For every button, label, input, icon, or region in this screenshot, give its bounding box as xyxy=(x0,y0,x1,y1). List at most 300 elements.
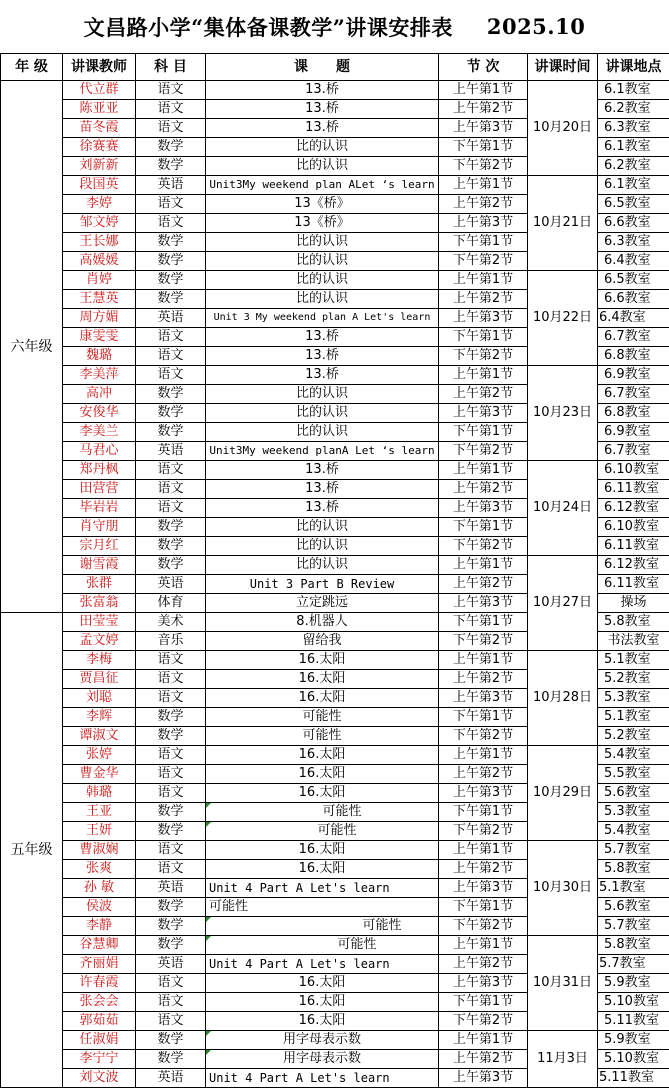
teacher-cell: 陈亚亚 xyxy=(63,100,136,119)
teacher-cell: 孙 敏 xyxy=(63,879,136,898)
teacher-cell: 马君心 xyxy=(63,442,136,461)
subject-cell: 英语 xyxy=(136,309,206,328)
subject-cell: 数学 xyxy=(136,423,206,442)
period-cell: 下午第1节 xyxy=(439,803,528,822)
location-cell: 6.9教室 xyxy=(598,423,669,442)
period-cell: 上午第3节 xyxy=(439,214,528,233)
teacher-cell: 肖婷 xyxy=(63,271,136,290)
period-cell: 上午第3节 xyxy=(439,309,528,328)
period-cell: 上午第2节 xyxy=(439,955,528,974)
teacher-cell: 康雯雯 xyxy=(63,328,136,347)
teacher-cell: 李辉 xyxy=(63,708,136,727)
topic-cell: 用字母表示数 xyxy=(206,1050,439,1069)
subject-cell: 语文 xyxy=(136,119,206,138)
period-cell: 下午第1节 xyxy=(439,138,528,157)
table-row xyxy=(1,366,669,385)
topic-cell: 16.太阳 xyxy=(206,841,439,860)
header-row xyxy=(1,54,669,81)
location-cell: 5.6教室 xyxy=(598,784,669,803)
period-cell: 上午第1节 xyxy=(439,556,528,575)
topic-cell: 比的认识 xyxy=(206,404,439,423)
period-cell: 上午第3节 xyxy=(439,974,528,993)
location-cell: 5.8教室 xyxy=(598,936,669,955)
teacher-cell: 徐赛赛 xyxy=(63,138,136,157)
teacher-cell: 李梅 xyxy=(63,651,136,670)
subject-cell: 数学 xyxy=(136,708,206,727)
date-cell: 10月20日 xyxy=(528,81,598,176)
period-cell: 下午第2节 xyxy=(439,822,528,841)
table-row xyxy=(1,461,669,480)
teacher-cell: 田莹莹 xyxy=(63,613,136,632)
location-cell: 5.5教室 xyxy=(598,765,669,784)
teacher-cell: 张爽 xyxy=(63,860,136,879)
teacher-cell: 齐丽娟 xyxy=(63,955,136,974)
topic-cell: 16.太阳 xyxy=(206,765,439,784)
topic-cell: 可能性 xyxy=(206,898,439,917)
date-cell: 10月27日 xyxy=(528,556,598,651)
table-row xyxy=(1,81,669,100)
location-cell: 5.2教室 xyxy=(598,670,669,689)
header-topic: 课 题 xyxy=(206,54,439,81)
header-teacher: 讲课教师 xyxy=(63,54,136,81)
location-cell: 6.10教室 xyxy=(598,518,669,537)
topic-cell: 13《桥》 xyxy=(206,214,439,233)
subject-cell: 语文 xyxy=(136,81,206,100)
topic-cell: 13.桥 xyxy=(206,366,439,385)
topic-cell: 可能性 xyxy=(206,936,439,955)
period-cell: 上午第1节 xyxy=(439,271,528,290)
period-cell: 下午第2节 xyxy=(439,347,528,366)
location-cell: 6.1教室 xyxy=(598,81,669,100)
location-cell: 6.4教室 xyxy=(598,252,669,271)
period-cell: 上午第1节 xyxy=(439,936,528,955)
topic-cell: 16.太阳 xyxy=(206,1012,439,1031)
teacher-cell: 孟文婷 xyxy=(63,632,136,651)
topic-cell: 比的认识 xyxy=(206,252,439,271)
period-cell: 下午第1节 xyxy=(439,613,528,632)
period-cell: 上午第3节 xyxy=(439,879,528,898)
topic-cell: Unit 3 Part B Review xyxy=(206,575,439,594)
teacher-cell: 谭淑文 xyxy=(63,727,136,746)
location-cell: 5.8教室 xyxy=(598,860,669,879)
period-cell: 下午第1节 xyxy=(439,233,528,252)
subject-cell: 语文 xyxy=(136,1012,206,1031)
location-cell: 操场 xyxy=(598,594,669,613)
period-cell: 下午第1节 xyxy=(439,993,528,1012)
date-cell: 10月30日 xyxy=(528,841,598,936)
date-cell: 10月21日 xyxy=(528,176,598,271)
table-row xyxy=(1,556,669,575)
teacher-cell: 张富翁 xyxy=(63,594,136,613)
topic-cell: 16.太阳 xyxy=(206,746,439,765)
teacher-cell: 刘新新 xyxy=(63,157,136,176)
subject-cell: 数学 xyxy=(136,1050,206,1069)
location-cell: 6.12教室 xyxy=(598,499,669,518)
topic-cell: 13.桥 xyxy=(206,499,439,518)
teacher-cell: 李美萍 xyxy=(63,366,136,385)
teacher-cell: 安俊华 xyxy=(63,404,136,423)
subject-cell: 体育 xyxy=(136,594,206,613)
subject-cell: 数学 xyxy=(136,290,206,309)
location-cell: 6.3教室 xyxy=(598,119,669,138)
topic-cell: 16.太阳 xyxy=(206,689,439,708)
teacher-cell: 毕岩岩 xyxy=(63,499,136,518)
table-row xyxy=(1,271,669,290)
period-cell: 上午第2节 xyxy=(439,195,528,214)
date-cell: 11月3日 xyxy=(528,1031,598,1088)
period-cell: 下午第2节 xyxy=(439,917,528,936)
location-cell: 5.9教室 xyxy=(598,1031,669,1050)
location-cell: 6.5教室 xyxy=(598,195,669,214)
location-cell: 5.7教室 xyxy=(598,917,669,936)
period-cell: 下午第2节 xyxy=(439,632,528,651)
teacher-cell: 段国英 xyxy=(63,176,136,195)
period-cell: 下午第1节 xyxy=(439,708,528,727)
schedule-table xyxy=(0,53,669,1088)
teacher-cell: 贾昌征 xyxy=(63,670,136,689)
subject-cell: 英语 xyxy=(136,955,206,974)
table-row xyxy=(1,651,669,670)
period-cell: 上午第3节 xyxy=(439,499,528,518)
period-cell: 下午第1节 xyxy=(439,518,528,537)
location-cell: 5.4教室 xyxy=(598,746,669,765)
topic-cell: 16.太阳 xyxy=(206,670,439,689)
teacher-cell: 李宁宁 xyxy=(63,1050,136,1069)
location-cell: 5.11教室 xyxy=(598,1069,669,1088)
topic-cell: 13.桥 xyxy=(206,480,439,499)
topic-cell: 16.太阳 xyxy=(206,860,439,879)
subject-cell: 语文 xyxy=(136,746,206,765)
period-cell: 上午第2节 xyxy=(439,290,528,309)
location-cell: 6.6教室 xyxy=(598,214,669,233)
subject-cell: 数学 xyxy=(136,898,206,917)
table-row xyxy=(1,1031,669,1050)
teacher-cell: 周方媚 xyxy=(63,309,136,328)
subject-cell: 语文 xyxy=(136,195,206,214)
table-row xyxy=(1,176,669,195)
table-row xyxy=(1,841,669,860)
subject-cell: 数学 xyxy=(136,917,206,936)
period-cell: 上午第3节 xyxy=(439,1069,528,1088)
topic-cell: 13.桥 xyxy=(206,328,439,347)
subject-cell: 数学 xyxy=(136,233,206,252)
location-cell: 5.3教室 xyxy=(598,803,669,822)
teacher-cell: 王亚 xyxy=(63,803,136,822)
topic-cell: 8.机器人 xyxy=(206,613,439,632)
teacher-cell: 许春霞 xyxy=(63,974,136,993)
subject-cell: 语文 xyxy=(136,100,206,119)
header-period: 节 次 xyxy=(439,54,528,81)
location-cell: 5.1教室 xyxy=(598,879,669,898)
subject-cell: 数学 xyxy=(136,936,206,955)
grade-cell: 六年级 xyxy=(1,81,63,613)
subject-cell: 语文 xyxy=(136,974,206,993)
subject-cell: 语文 xyxy=(136,214,206,233)
topic-cell: Unit 4 Part A Let's learn xyxy=(206,1069,439,1088)
subject-cell: 英语 xyxy=(136,575,206,594)
subject-cell: 语文 xyxy=(136,366,206,385)
period-cell: 上午第1节 xyxy=(439,841,528,860)
period-cell: 上午第3节 xyxy=(439,594,528,613)
location-cell: 5.8教室 xyxy=(598,613,669,632)
page-title xyxy=(0,0,669,53)
teacher-cell: 王长娜 xyxy=(63,233,136,252)
topic-cell: 比的认识 xyxy=(206,385,439,404)
period-cell: 下午第2节 xyxy=(439,727,528,746)
teacher-cell: 王妍 xyxy=(63,822,136,841)
subject-cell: 数学 xyxy=(136,385,206,404)
topic-cell: 可能性 xyxy=(206,917,439,936)
date-cell: 10月28日 xyxy=(528,651,598,746)
location-cell: 6.8教室 xyxy=(598,404,669,423)
topic-cell: 16.太阳 xyxy=(206,784,439,803)
period-cell: 上午第2节 xyxy=(439,670,528,689)
period-cell: 下午第2节 xyxy=(439,537,528,556)
period-cell: 下午第2节 xyxy=(439,1012,528,1031)
period-cell: 下午第2节 xyxy=(439,442,528,461)
topic-cell: 13《桥》 xyxy=(206,195,439,214)
period-cell: 下午第1节 xyxy=(439,423,528,442)
teacher-cell: 高媛媛 xyxy=(63,252,136,271)
period-cell: 上午第3节 xyxy=(439,404,528,423)
topic-cell: 13.桥 xyxy=(206,81,439,100)
topic-cell: 比的认识 xyxy=(206,556,439,575)
topic-cell: 16.太阳 xyxy=(206,974,439,993)
date-cell: 10月23日 xyxy=(528,366,598,461)
date-cell: 10月29日 xyxy=(528,746,598,841)
teacher-cell: 李美兰 xyxy=(63,423,136,442)
subject-cell: 语文 xyxy=(136,993,206,1012)
teacher-cell: 张婷 xyxy=(63,746,136,765)
location-cell: 5.2教室 xyxy=(598,727,669,746)
title-text: 文昌路小学“集体备课教学”讲课安排表 xyxy=(83,14,453,40)
topic-cell: 16.太阳 xyxy=(206,993,439,1012)
teacher-cell: 李静 xyxy=(63,917,136,936)
teacher-cell: 谷慧卿 xyxy=(63,936,136,955)
subject-cell: 数学 xyxy=(136,803,206,822)
period-cell: 上午第2节 xyxy=(439,1050,528,1069)
subject-cell: 语文 xyxy=(136,670,206,689)
teacher-cell: 宗月红 xyxy=(63,537,136,556)
topic-cell: Unit 4 Part A Let's learn xyxy=(206,879,439,898)
subject-cell: 语文 xyxy=(136,651,206,670)
teacher-cell: 曹淑娴 xyxy=(63,841,136,860)
subject-cell: 语文 xyxy=(136,765,206,784)
topic-cell: 13.桥 xyxy=(206,347,439,366)
location-cell: 6.7教室 xyxy=(598,385,669,404)
subject-cell: 语文 xyxy=(136,841,206,860)
period-cell: 上午第2节 xyxy=(439,765,528,784)
teacher-cell: 郭茹茹 xyxy=(63,1012,136,1031)
location-cell: 6.3教室 xyxy=(598,233,669,252)
subject-cell: 语文 xyxy=(136,784,206,803)
period-cell: 上午第3节 xyxy=(439,689,528,708)
period-cell: 下午第2节 xyxy=(439,157,528,176)
teacher-cell: 谢雪霞 xyxy=(63,556,136,575)
subject-cell: 语文 xyxy=(136,480,206,499)
table-row xyxy=(1,936,669,955)
subject-cell: 美术 xyxy=(136,613,206,632)
teacher-cell: 张群 xyxy=(63,575,136,594)
teacher-cell: 任淑娟 xyxy=(63,1031,136,1050)
location-cell: 5.7教室 xyxy=(598,955,669,974)
period-cell: 上午第2节 xyxy=(439,860,528,879)
table-row xyxy=(1,746,669,765)
topic-cell: 比的认识 xyxy=(206,290,439,309)
header-grade: 年 级 xyxy=(1,54,63,81)
teacher-cell: 刘聪 xyxy=(63,689,136,708)
location-cell: 5.9教室 xyxy=(598,974,669,993)
header-subject: 科 目 xyxy=(136,54,206,81)
subject-cell: 数学 xyxy=(136,157,206,176)
topic-cell: 比的认识 xyxy=(206,271,439,290)
topic-cell: 可能性 xyxy=(206,727,439,746)
teacher-cell: 苗冬霞 xyxy=(63,119,136,138)
teacher-cell: 韩璐 xyxy=(63,784,136,803)
teacher-cell: 张会会 xyxy=(63,993,136,1012)
teacher-cell: 李婷 xyxy=(63,195,136,214)
topic-cell: 可能性 xyxy=(206,803,439,822)
subject-cell: 音乐 xyxy=(136,632,206,651)
subject-cell: 数学 xyxy=(136,138,206,157)
location-cell: 6.2教室 xyxy=(598,100,669,119)
topic-cell: 比的认识 xyxy=(206,138,439,157)
subject-cell: 数学 xyxy=(136,537,206,556)
subject-cell: 语文 xyxy=(136,689,206,708)
subject-cell: 数学 xyxy=(136,271,206,290)
location-cell: 5.11教室 xyxy=(598,1012,669,1031)
location-cell: 5.7教室 xyxy=(598,841,669,860)
subject-cell: 英语 xyxy=(136,1069,206,1088)
date-cell: 10月22日 xyxy=(528,271,598,366)
subject-cell: 英语 xyxy=(136,442,206,461)
topic-cell: 比的认识 xyxy=(206,537,439,556)
period-cell: 上午第1节 xyxy=(439,81,528,100)
teacher-cell: 魏璐 xyxy=(63,347,136,366)
location-cell: 6.7教室 xyxy=(598,328,669,347)
topic-cell: 13.桥 xyxy=(206,100,439,119)
teacher-cell: 田营营 xyxy=(63,480,136,499)
teacher-cell: 肖守朋 xyxy=(63,518,136,537)
location-cell: 5.4教室 xyxy=(598,822,669,841)
location-cell: 6.10教室 xyxy=(598,461,669,480)
subject-cell: 数学 xyxy=(136,252,206,271)
topic-cell: 13.桥 xyxy=(206,119,439,138)
period-cell: 上午第1节 xyxy=(439,461,528,480)
subject-cell: 数学 xyxy=(136,518,206,537)
teacher-cell: 刘文波 xyxy=(63,1069,136,1088)
header-location: 讲课地点 xyxy=(598,54,669,81)
period-cell: 上午第2节 xyxy=(439,480,528,499)
location-cell: 6.1教室 xyxy=(598,138,669,157)
location-cell: 6.4教室 xyxy=(598,309,669,328)
location-cell: 6.1教室 xyxy=(598,176,669,195)
period-cell: 上午第3节 xyxy=(439,784,528,803)
subject-cell: 语文 xyxy=(136,347,206,366)
subject-cell: 数学 xyxy=(136,404,206,423)
location-cell: 5.10教室 xyxy=(598,1050,669,1069)
topic-cell: 比的认识 xyxy=(206,233,439,252)
subject-cell: 语文 xyxy=(136,461,206,480)
location-cell: 5.10教室 xyxy=(598,993,669,1012)
period-cell: 上午第1节 xyxy=(439,651,528,670)
subject-cell: 数学 xyxy=(136,556,206,575)
subject-cell: 语文 xyxy=(136,328,206,347)
topic-cell: 用字母表示数 xyxy=(206,1031,439,1050)
period-cell: 上午第2节 xyxy=(439,385,528,404)
topic-cell: Unit3My weekend plan ALet ‘s learn xyxy=(206,176,439,195)
topic-cell: 比的认识 xyxy=(206,518,439,537)
teacher-cell: 王慧英 xyxy=(63,290,136,309)
location-cell: 书法教室 xyxy=(598,632,669,651)
topic-cell: 比的认识 xyxy=(206,423,439,442)
subject-cell: 数学 xyxy=(136,822,206,841)
topic-cell: 16.太阳 xyxy=(206,651,439,670)
location-cell: 5.1教室 xyxy=(598,651,669,670)
location-cell: 6.7教室 xyxy=(598,442,669,461)
location-cell: 6.11教室 xyxy=(598,537,669,556)
topic-cell: Unit 3 My weekend plan A Let's learn xyxy=(206,309,439,328)
period-cell: 上午第1节 xyxy=(439,176,528,195)
date-cell: 10月31日 xyxy=(528,936,598,1031)
period-cell: 上午第2节 xyxy=(439,100,528,119)
location-cell: 5.3教室 xyxy=(598,689,669,708)
location-cell: 5.6教室 xyxy=(598,898,669,917)
header-date: 讲课时间 xyxy=(528,54,598,81)
period-cell: 上午第1节 xyxy=(439,1031,528,1050)
period-cell: 下午第2节 xyxy=(439,252,528,271)
period-cell: 下午第1节 xyxy=(439,328,528,347)
location-cell: 6.8教室 xyxy=(598,347,669,366)
subject-cell: 英语 xyxy=(136,879,206,898)
location-cell: 6.11教室 xyxy=(598,480,669,499)
topic-cell: Unit3My weekend planA Let ‘s learn xyxy=(206,442,439,461)
subject-cell: 数学 xyxy=(136,1031,206,1050)
teacher-cell: 侯波 xyxy=(63,898,136,917)
period-cell: 上午第3节 xyxy=(439,119,528,138)
topic-cell: 可能性 xyxy=(206,822,439,841)
teacher-cell: 高冲 xyxy=(63,385,136,404)
period-cell: 上午第2节 xyxy=(439,575,528,594)
period-cell: 上午第1节 xyxy=(439,746,528,765)
teacher-cell: 邹文婷 xyxy=(63,214,136,233)
location-cell: 6.2教室 xyxy=(598,157,669,176)
period-cell: 下午第1节 xyxy=(439,898,528,917)
teacher-cell: 代立群 xyxy=(63,81,136,100)
topic-cell: Unit 4 Part A Let's learn xyxy=(206,955,439,974)
location-cell: 6.12教室 xyxy=(598,556,669,575)
location-cell: 6.9教室 xyxy=(598,366,669,385)
topic-cell: 立定跳远 xyxy=(206,594,439,613)
teacher-cell: 郑丹枫 xyxy=(63,461,136,480)
subject-cell: 语文 xyxy=(136,860,206,879)
location-cell: 6.5教室 xyxy=(598,271,669,290)
topic-cell: 可能性 xyxy=(206,708,439,727)
topic-cell: 13.桥 xyxy=(206,461,439,480)
date-cell: 10月24日 xyxy=(528,461,598,556)
location-cell: 6.6教室 xyxy=(598,290,669,309)
teacher-cell: 曹金华 xyxy=(63,765,136,784)
title-date: 2025.10 xyxy=(486,14,586,39)
subject-cell: 英语 xyxy=(136,176,206,195)
topic-cell: 比的认识 xyxy=(206,157,439,176)
location-cell: 5.1教室 xyxy=(598,708,669,727)
subject-cell: 语文 xyxy=(136,499,206,518)
topic-cell: 留给我 xyxy=(206,632,439,651)
subject-cell: 数学 xyxy=(136,727,206,746)
location-cell: 6.11教室 xyxy=(598,575,669,594)
grade-cell: 五年级 xyxy=(1,613,63,1088)
